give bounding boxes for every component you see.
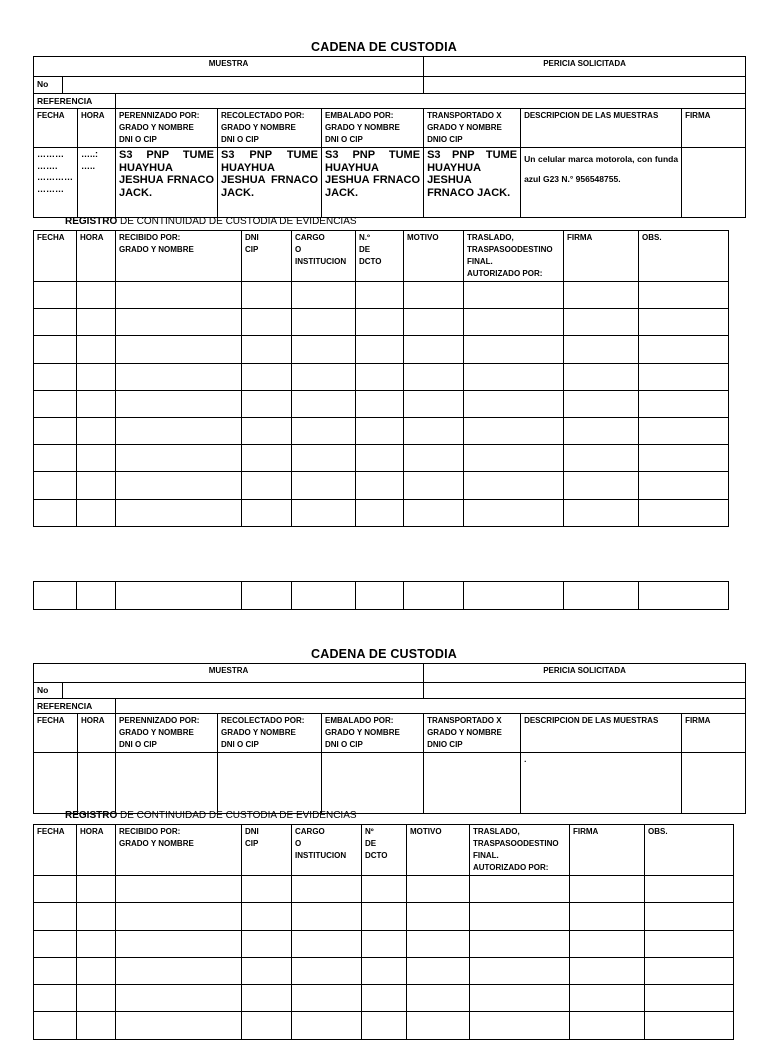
blank-cell[interactable] [564,499,639,526]
blank-cell[interactable] [77,985,116,1012]
blank-cell[interactable] [116,336,242,363]
blank-cell[interactable] [116,876,242,903]
blank-cell[interactable] [77,390,116,417]
blank-cell[interactable] [77,582,116,610]
form1-reg-cargo-header: CARGO O INSTITUCION [292,231,356,282]
blank-cell[interactable] [356,472,404,499]
form2-reg-traslado-header: TRASLADO, TRASPASOODESTINO FINAL. AUTORIZADO POR: [470,825,570,876]
form1-fecha-header: FECHA [34,109,78,148]
form2-registro-heading [65,810,357,821]
blank-cell[interactable] [464,390,564,417]
blank-cell[interactable] [77,499,116,526]
blank-cell[interactable] [116,309,242,336]
blank-cell[interactable] [639,309,729,336]
blank-cell[interactable] [470,1012,570,1039]
blank-cell[interactable] [292,445,356,472]
blank-cell[interactable] [292,282,356,309]
blank-cell[interactable] [77,876,116,903]
blank-cell[interactable] [464,582,564,610]
form1-muestra-header: MUESTRA [34,57,424,77]
form1-no-label: No [34,77,63,94]
table-row [34,445,729,472]
blank-cell[interactable] [116,363,242,390]
blank-cell[interactable] [564,363,639,390]
blank-cell[interactable] [645,957,734,984]
blank-cell[interactable] [242,903,292,930]
blank-cell[interactable] [356,499,404,526]
blank-cell[interactable] [242,417,292,444]
table-row [34,1012,734,1039]
blank-cell[interactable] [242,390,292,417]
blank-cell[interactable] [356,282,404,309]
blank-cell[interactable] [34,1012,77,1039]
blank-cell[interactable] [242,582,292,610]
blank-cell[interactable] [570,876,645,903]
table-row [34,876,734,903]
form1-hora-header: HORA [78,109,116,148]
blank-cell[interactable] [404,363,464,390]
blank-cell[interactable] [639,336,729,363]
blank-cell[interactable] [570,903,645,930]
blank-cell[interactable] [292,876,362,903]
form1-reg-dni-header: DNI CIP [242,231,292,282]
blank-cell[interactable] [470,985,570,1012]
blank-cell[interactable] [292,930,362,957]
blank-cell[interactable] [407,876,470,903]
blank-cell[interactable] [77,336,116,363]
form2-custody-table [33,663,746,814]
form1-firma-header: FIRMA [682,109,746,148]
blank-cell[interactable] [242,445,292,472]
blank-cell[interactable] [292,903,362,930]
blank-cell[interactable] [77,1012,116,1039]
form2-reg-recibido-header: RECIBIDO POR: GRADO Y NOMBRE [116,825,242,876]
blank-cell[interactable] [362,1012,407,1039]
blank-cell[interactable] [34,876,77,903]
form2-title: CADENA DE CUSTODIA [311,647,457,661]
table-row [34,499,729,526]
blank-cell[interactable] [639,445,729,472]
table-row [34,336,729,363]
blank-cell[interactable] [645,1012,734,1039]
blank-cell[interactable] [116,390,242,417]
form1-registro-rows [34,282,729,527]
blank-cell[interactable] [404,282,464,309]
form1-custody-table [33,56,746,218]
form1-pericia-header: PERICIA SOLICITADA [424,57,746,77]
form2-reg-cargo-header: CARGO O INSTITUCION [292,825,362,876]
blank-cell[interactable] [34,957,77,984]
blank-cell[interactable] [116,417,242,444]
blank-cell[interactable] [242,282,292,309]
form1-entry-transportado[interactable]: S3 PNP TUME HUAYHUA JESHUA FRNACO JACK. [424,148,521,218]
blank-cell[interactable] [464,472,564,499]
blank-cell[interactable] [34,499,77,526]
blank-cell[interactable] [242,1012,292,1039]
form2-reg-ndcto-header: Nº DE DCTO [362,825,407,876]
blank-cell[interactable] [242,499,292,526]
blank-cell[interactable] [470,876,570,903]
blank-cell[interactable] [292,472,356,499]
blank-cell[interactable] [356,445,404,472]
table-row [34,363,729,390]
form1-registro-table [33,230,729,527]
blank-cell[interactable] [116,472,242,499]
blank-cell[interactable] [34,930,77,957]
blank-cell[interactable] [645,903,734,930]
blank-cell[interactable] [356,309,404,336]
form2-registro-rows [34,876,734,1040]
blank-cell[interactable] [34,445,77,472]
blank-cell[interactable] [242,876,292,903]
blank-cell[interactable] [639,499,729,526]
blank-cell[interactable] [645,985,734,1012]
blank-cell[interactable] [116,903,242,930]
blank-cell[interactable] [116,499,242,526]
form2-pericia-header: PERICIA SOLICITADA [424,664,746,683]
blank-cell[interactable] [464,309,564,336]
form1-recolectado-header: RECOLECTADO POR: GRADO Y NOMBRE DNI O CIP [218,109,322,148]
blank-cell[interactable] [116,957,242,984]
form2-entry-fecha[interactable] [34,753,78,814]
blank-cell[interactable] [564,582,639,610]
form2-referencia-field[interactable] [116,699,746,714]
blank-cell[interactable] [464,336,564,363]
form2-no-label: No [34,683,63,699]
form2-entry-perennizado[interactable] [116,753,218,814]
blank-cell[interactable] [404,309,464,336]
blank-cell[interactable] [570,1012,645,1039]
blank-cell[interactable] [356,417,404,444]
form2-entry-firma[interactable] [682,753,746,814]
blank-cell[interactable] [116,282,242,309]
blank-cell[interactable] [464,499,564,526]
blank-cell[interactable] [407,985,470,1012]
form1-referencia-field[interactable] [116,94,746,109]
form1-entry-embalado[interactable]: S3 PNP TUME HUAYHUA JESHUA FRNACO JACK. [322,148,424,218]
form1-reg-hora-header: HORA [77,231,116,282]
blank-cell[interactable] [116,1012,242,1039]
form2-firma-header: FIRMA [682,714,746,753]
blank-cell[interactable] [470,930,570,957]
form1-transportado-header: TRANSPORTADO X GRADO Y NOMBRE DNIO CIP [424,109,521,148]
form1-extra-rows [34,582,729,610]
blank-cell[interactable] [34,582,77,610]
form1-pericia-field[interactable] [424,77,746,94]
form1-entry-perennizado[interactable]: S3 PNP TUME HUAYHUA JESHUA FRNACO JACK. [116,148,218,218]
form1-reg-motivo-header: MOTIVO [404,231,464,282]
form1-reg-ndcto-header: N.º DE DCTO [356,231,404,282]
blank-cell[interactable] [645,876,734,903]
blank-cell[interactable] [242,957,292,984]
blank-cell[interactable] [356,390,404,417]
blank-cell[interactable] [407,1012,470,1039]
form1-reg-fecha-header: FECHA [34,231,77,282]
blank-cell[interactable] [404,445,464,472]
blank-cell[interactable] [77,903,116,930]
blank-cell[interactable] [404,472,464,499]
blank-cell[interactable] [292,336,356,363]
blank-cell[interactable] [564,472,639,499]
blank-cell[interactable] [77,363,116,390]
blank-cell[interactable] [356,582,404,610]
form2-registro-bold: REGISTRO [65,810,118,821]
blank-cell[interactable] [362,930,407,957]
blank-cell[interactable] [464,445,564,472]
form1-no-field[interactable] [63,77,424,94]
table-row [34,930,734,957]
table-row [34,472,729,499]
blank-cell[interactable] [34,985,77,1012]
blank-cell[interactable] [292,582,356,610]
blank-cell[interactable] [292,417,356,444]
form2-entry-hora[interactable] [78,753,116,814]
form1-descripcion-header: DESCRIPCION DE LAS MUESTRAS [521,109,682,148]
blank-cell[interactable] [564,390,639,417]
blank-cell[interactable] [116,985,242,1012]
blank-cell[interactable] [570,985,645,1012]
blank-cell[interactable] [362,985,407,1012]
form2-registro-rest: DE CONTINUIDAD DE CUSTODIA DE EVIDENCIAS [117,810,357,821]
blank-cell[interactable] [242,985,292,1012]
blank-cell[interactable] [404,417,464,444]
blank-cell[interactable] [464,282,564,309]
blank-cell[interactable] [292,499,356,526]
form1-registro-bold: REGISTRO [65,216,118,227]
form2-reg-fecha-header: FECHA [34,825,77,876]
blank-cell[interactable] [292,390,356,417]
blank-cell[interactable] [570,930,645,957]
blank-cell[interactable] [404,390,464,417]
blank-cell[interactable] [77,309,116,336]
blank-cell[interactable] [242,472,292,499]
blank-cell[interactable] [34,309,77,336]
blank-cell[interactable] [116,930,242,957]
blank-cell[interactable] [639,390,729,417]
table-row [34,309,729,336]
blank-cell[interactable] [362,957,407,984]
blank-cell[interactable] [116,582,242,610]
blank-cell[interactable] [564,445,639,472]
blank-cell[interactable] [292,985,362,1012]
blank-cell[interactable] [77,445,116,472]
form1-embalado-header: EMBALADO POR: GRADO Y NOMBRE DNI O CIP [322,109,424,148]
blank-cell[interactable] [464,363,564,390]
form1-referencia-label: REFERENCIA [34,94,116,109]
form1-registro-rest: DE CONTINUIDAD DE CUSTODIA DE EVIDENCIAS [117,216,357,227]
form2-entry-transportado[interactable] [424,753,521,814]
blank-cell[interactable] [292,363,356,390]
blank-cell[interactable] [292,1012,362,1039]
form2-hora-header: HORA [78,714,116,753]
form2-transportado-header: TRANSPORTADO X GRADO Y NOMBRE DNIO CIP [424,714,521,753]
table-row [34,903,734,930]
form2-reg-motivo-header: MOTIVO [407,825,470,876]
form2-no-field[interactable] [63,683,424,699]
blank-cell[interactable] [242,336,292,363]
blank-cell[interactable] [404,499,464,526]
form1-reg-recibido-header: RECIBIDO POR: GRADO Y NOMBRE [116,231,242,282]
table-row [34,390,729,417]
blank-cell[interactable] [34,390,77,417]
form2-embalado-header: EMBALADO POR: GRADO Y NOMBRE DNI O CIP [322,714,424,753]
blank-cell[interactable] [470,957,570,984]
blank-cell[interactable] [639,417,729,444]
form2-entry-descripcion[interactable]: . [521,753,682,814]
blank-cell[interactable] [34,903,77,930]
blank-cell[interactable] [356,336,404,363]
form2-entry-embalado[interactable] [322,753,424,814]
blank-cell[interactable] [77,930,116,957]
blank-cell[interactable] [77,282,116,309]
blank-cell[interactable] [407,957,470,984]
blank-cell[interactable] [116,445,242,472]
form1-entry-descripcion[interactable]: Un celular marca motorola, con funda azul G23 N.° 956548755. [521,148,682,218]
table-row [34,985,734,1012]
blank-cell[interactable] [639,582,729,610]
blank-cell[interactable] [404,582,464,610]
form2-reg-obs-header: OBS. [645,825,734,876]
blank-cell[interactable] [564,417,639,444]
blank-cell[interactable] [34,472,77,499]
table-row [34,582,729,610]
blank-cell[interactable] [34,363,77,390]
form1-perennizado-header: PERENNIZADO POR: GRADO Y NOMBRE DNI O CIP [116,109,218,148]
form1-reg-firma-header: FIRMA [564,231,639,282]
blank-cell[interactable] [34,417,77,444]
form2-recolectado-header: RECOLECTADO POR: GRADO Y NOMBRE DNI O CIP [218,714,322,753]
form1-title: CADENA DE CUSTODIA [311,40,457,54]
table-row [34,957,734,984]
blank-cell[interactable] [292,309,356,336]
blank-cell[interactable] [242,363,292,390]
blank-cell[interactable] [639,282,729,309]
table-row [34,282,729,309]
form2-descripcion-header: DESCRIPCION DE LAS MUESTRAS [521,714,682,753]
form2-perennizado-header: PERENNIZADO POR: GRADO Y NOMBRE DNI O CIP [116,714,218,753]
form2-referencia-label: REFERENCIA [34,699,116,714]
form1-registro-heading [65,216,357,227]
form2-pericia-field[interactable] [424,683,746,699]
blank-cell[interactable] [564,309,639,336]
blank-cell[interactable] [242,309,292,336]
form1-reg-obs-header: OBS. [639,231,729,282]
blank-cell[interactable] [356,363,404,390]
blank-cell[interactable] [362,876,407,903]
blank-cell[interactable] [407,930,470,957]
form1-entry-firma[interactable] [682,148,746,218]
blank-cell[interactable] [645,930,734,957]
form1-entry-fecha[interactable]: ……… ……. ………… ……… [34,148,78,218]
form1-extra-row-table [33,581,729,610]
blank-cell[interactable] [407,903,470,930]
blank-cell[interactable] [242,930,292,957]
form2-registro-table [33,824,734,1040]
form1-reg-traslado-header: TRASLADO, TRASPASOODESTINO FINAL. AUTORIZADO POR: [464,231,564,282]
form2-reg-firma-header: FIRMA [570,825,645,876]
blank-cell[interactable] [34,282,77,309]
table-row [34,417,729,444]
blank-cell[interactable] [77,957,116,984]
blank-cell[interactable] [639,472,729,499]
form2-reg-dni-header: DNI CIP [242,825,292,876]
form2-reg-hora-header: HORA [77,825,116,876]
blank-cell[interactable] [470,903,570,930]
blank-cell[interactable] [570,957,645,984]
blank-cell[interactable] [639,363,729,390]
form2-fecha-header: FECHA [34,714,78,753]
form1-entry-hora[interactable]: …..: ….. [78,148,116,218]
blank-cell[interactable] [564,336,639,363]
blank-cell[interactable] [404,336,464,363]
blank-cell[interactable] [564,282,639,309]
blank-cell[interactable] [34,336,77,363]
blank-cell[interactable] [77,472,116,499]
blank-cell[interactable] [362,903,407,930]
form2-entry-recolectado[interactable] [218,753,322,814]
blank-cell[interactable] [464,417,564,444]
blank-cell[interactable] [292,957,362,984]
form1-entry-recolectado[interactable]: S3 PNP TUME HUAYHUA JESHUA FRNACO JACK. [218,148,322,218]
form2-muestra-header: MUESTRA [34,664,424,683]
blank-cell[interactable] [77,417,116,444]
